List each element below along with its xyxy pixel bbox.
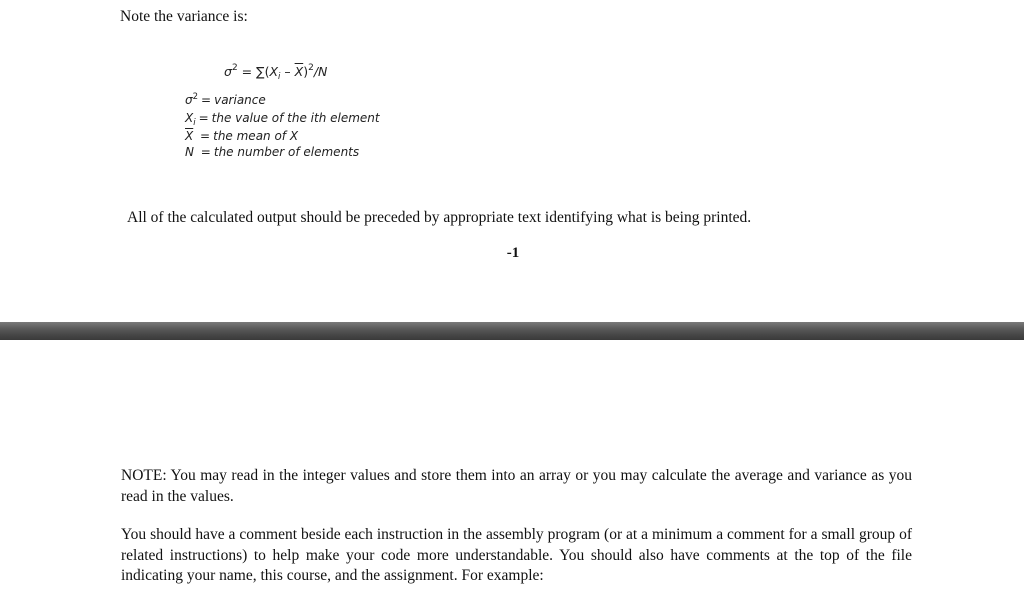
note-paragraph: NOTE: You may read in the integer values and store them into an array or you may calculate the average and variance as you read in the values. xyxy=(121,467,912,505)
page-break-divider xyxy=(0,322,1024,340)
summation-symbol: ∑ xyxy=(256,64,265,79)
definition-variance: $\sigma^2$ = variance xyxy=(185,92,266,107)
definition-mean: $\overline{X}$ = the mean of X xyxy=(185,129,299,143)
page-number: -1 xyxy=(506,245,520,261)
variance-formula: $\sigma^2 = \sum(X_i - \overline{X})^2/N$ xyxy=(224,63,328,82)
formula-sigma-symbol: σ xyxy=(224,64,232,79)
formula-square: 2 xyxy=(308,63,314,73)
formula-divide-n: /N xyxy=(313,64,328,79)
formula-sigma-power: 2 xyxy=(231,63,238,73)
formula-equals: = xyxy=(241,64,253,79)
variance-intro: Note the variance is: xyxy=(120,8,248,25)
formula-subscript-i: i xyxy=(278,72,281,82)
def-text: the number of elements xyxy=(213,145,360,159)
def-symbol: σ xyxy=(185,93,193,107)
formula-minus: – xyxy=(284,64,291,79)
def-sup: 2 xyxy=(192,92,199,102)
output-note: All of the calculated output should be preceded by appropriate text identifying what is being printed. xyxy=(127,209,752,226)
comment-paragraph: You should have a comment beside each instruction in the assembly program (or at a minimum a comment for a small group of related instructions) to help make your code more understandable. You should also have comments at the top of the file indicating your name, this course, and the assignment. For example: xyxy=(121,526,912,584)
formula-mean: $\overline{X}$ xyxy=(294,64,304,79)
def-text: variance xyxy=(214,93,266,107)
def-symbol: $\overline{X}$ xyxy=(185,129,194,143)
def-sub: i xyxy=(193,118,196,128)
def-text: the value of the ith element xyxy=(211,111,380,125)
def-symbol: X xyxy=(185,111,194,125)
definition-element-value: $X_i$ = the value of the ith element xyxy=(185,111,380,128)
symbol-definitions xyxy=(185,92,380,160)
definition-count: N = the number of elements xyxy=(185,145,360,159)
def-symbol: N xyxy=(185,145,194,159)
def-text: the mean of X xyxy=(213,129,299,143)
formula-close-paren: ) xyxy=(303,64,309,79)
